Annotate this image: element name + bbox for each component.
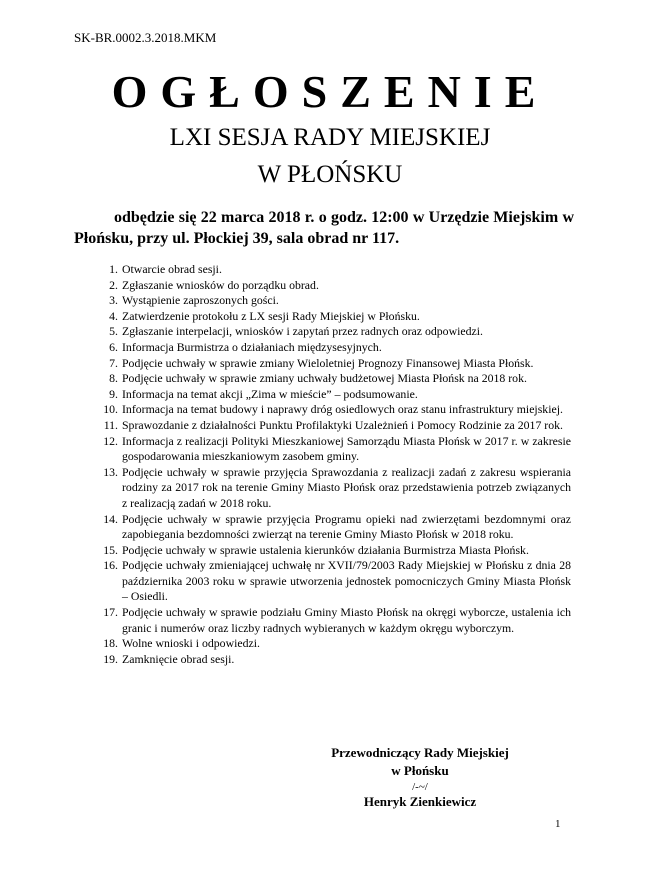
agenda-item-text: Informacja na temat akcji „Zima w mieście” – podsumowanie. (122, 386, 418, 401)
agenda-item-number: 12. (103, 433, 118, 448)
agenda-item-number: 2. (109, 277, 118, 292)
agenda-item (96, 262, 571, 278)
agenda-item-number: 11. (103, 417, 118, 432)
agenda-item-number: 8. (109, 371, 118, 386)
agenda-item-text: Zamknięcie obrad sesji. (122, 651, 235, 666)
signature-mark: /-~/ (412, 781, 428, 793)
agenda-item-number: 7. (109, 355, 118, 370)
announcement-title: OGŁOSZENIE (111, 66, 549, 117)
agenda-item-text: Zgłaszanie interpelacji, wniosków i zapytań przez radnych oraz odpowiedzi. (122, 324, 483, 339)
agenda-item (96, 652, 571, 668)
agenda-item-text: Podjęcie uchwały w sprawie podziału Gminy Miasto Płońsk na okręgi wyborcze, ustalenia ich granic i numerów oraz liczby radnych wybieranych w każdym okręgu wyborczym. (122, 605, 571, 635)
agenda-item (96, 293, 571, 309)
agenda-item-number: 16. (103, 558, 118, 573)
agenda-item (96, 371, 571, 387)
agenda-item-text: Informacja Burmistrza o działaniach międzysesyjnych. (122, 339, 382, 354)
agenda-item-text: Sprawozdanie z działalności Punktu Profilaktyki Uzależnień i Pomocy Rodzinie za 2017 rok. (122, 417, 563, 432)
agenda-item-text: Zgłaszanie wniosków do porządku obrad. (122, 277, 319, 292)
agenda-list (96, 262, 571, 667)
agenda-item (96, 418, 571, 434)
agenda-item (96, 558, 571, 605)
agenda-item-text: Podjęcie uchwały w sprawie zmiany Wieloletniej Prognozy Finansowej Miasta Płońsk. (122, 355, 534, 370)
agenda-item (96, 465, 571, 512)
session-title-line2: W PŁOŃSKU (257, 161, 403, 188)
agenda-item (96, 278, 571, 294)
document-reference-number: SK-BR.0002.3.2018.MKM (74, 30, 217, 45)
session-date-venue: odbędzie się 22 marca 2018 r. o godz. 12:00 w Urzędzie Miejskim w Płońsku, przy ul. Płockiej 39, sala obrad nr 117. (74, 209, 574, 247)
page-number: 1 (555, 818, 561, 830)
agenda-item (96, 340, 571, 356)
agenda-item-number: 14. (103, 511, 118, 526)
agenda-item-text: Otwarcie obrad sesji. (122, 262, 222, 276)
agenda-item (96, 356, 571, 372)
agenda-item-number: 10. (103, 402, 118, 417)
agenda-item (96, 605, 571, 636)
session-title-line1: LXI SESJA RADY MIEJSKIEJ (169, 124, 491, 151)
agenda-item-text: Informacja na temat budowy i naprawy dróg osiedlowych oraz stanu infrastruktury miejskiej. (122, 402, 563, 417)
agenda-item (96, 324, 571, 340)
signature-name: Henryk Zienkiewicz (363, 794, 477, 809)
agenda-item-number: 9. (109, 386, 118, 401)
agenda-item-number: 17. (103, 605, 118, 620)
agenda-item-text: Zatwierdzenie protokołu z LX sesji Rady Miejskiej w Płońsku. (122, 308, 420, 323)
agenda-item-number: 4. (109, 308, 118, 323)
agenda-item (96, 512, 571, 543)
agenda-item (96, 434, 571, 465)
agenda-item-text: Podjęcie uchwały w sprawie zmiany uchwały budżetowej Miasta Płońsk na 2018 rok. (122, 371, 527, 386)
signature-role-line2: w Płońsku (391, 763, 449, 778)
agenda-item-number: 19. (103, 651, 118, 666)
agenda-item-text: Podjęcie uchwały zmieniającej uchwałę nr XVII/79/2003 Rady Miejskiej w Płońsku z dnia 28 października 2003 roku w sprawie utworzenia jednostek pomocniczych Gminy Miasta Płońsk – Osiedli. (122, 558, 571, 604)
agenda-item-number: 13. (103, 464, 118, 479)
agenda-item-number: 15. (103, 542, 118, 557)
agenda-item-text: Podjęcie uchwały w sprawie ustalenia kierunków działania Burmistrza Miasta Płońsk. (122, 542, 529, 557)
agenda-item (96, 309, 571, 325)
agenda-item-number: 3. (109, 293, 118, 308)
agenda-item (96, 543, 571, 559)
agenda-item-text: Podjęcie uchwały w sprawie przyjęcia Programu opieki nad zwierzętami bezdomnymi oraz zapobiegania bezdomności zwierząt na terenie Gminy Miasto Płońsk w 2018 roku. (122, 511, 571, 542)
signature-role-line1: Przewodniczący Rady Miejskiej (331, 745, 509, 760)
agenda-item-number: 18. (103, 636, 118, 651)
agenda-item-text: Podjęcie uchwały w sprawie przyjęcia Sprawozdania z realizacji zadań z zakresu wspierania rodziny za 2017 rok na terenie Gminy Miasto Płońsk oraz przedstawienia potrzeb związanych z realizacją zadań w 2018 roku. (122, 464, 571, 510)
agenda-item (96, 636, 571, 652)
agenda-item-number: 6. (109, 339, 118, 354)
agenda-item (96, 387, 571, 403)
agenda-item-text: Informacja z realizacji Polityki Mieszkaniowej Samorządu Miasta Płońsk w 2017 r. w zakresie gospodarowania mieszkaniowym zasobem gminy. (122, 433, 571, 464)
agenda-item-number: 5. (109, 324, 118, 339)
agenda-item-text: Wystąpienie zaproszonych gości. (122, 293, 279, 308)
agenda-item-text: Wolne wnioski i odpowiedzi. (122, 636, 260, 651)
agenda-item-number: 1. (109, 262, 118, 276)
agenda-item (96, 402, 571, 418)
